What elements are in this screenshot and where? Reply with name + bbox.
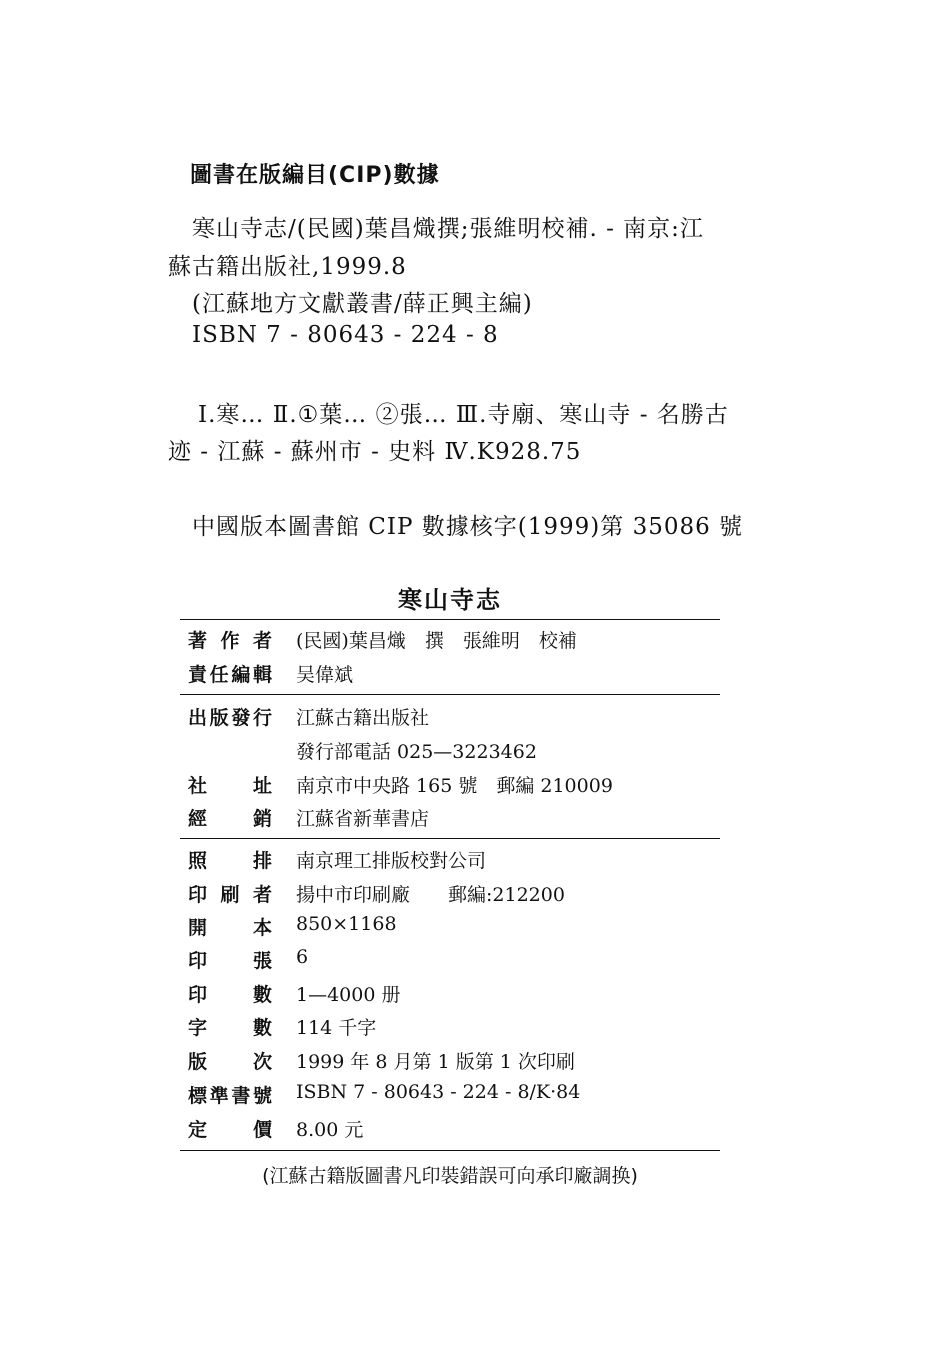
cip-line-2: 蘇古籍出版社,1999.8: [168, 254, 407, 280]
colophon-row-phone: [188, 737, 748, 767]
book-title: 寒山寺志: [398, 586, 502, 614]
colophon-row-word-count: [188, 1013, 748, 1043]
colophon-value: (民國)葉昌熾 撰 張維明 校補: [296, 630, 577, 652]
cip-line-3: (江蘇地方文獻叢書/薛正興主編): [192, 291, 533, 317]
colophon-value: 1999 年 8 月第 1 版第 1 次印刷: [296, 1051, 575, 1073]
cip-approval: 中國版本圖書館 CIP 數據核字(1999)第 35086 號: [192, 514, 744, 540]
colophon-row-isbn: [188, 1081, 748, 1111]
colophon-label: [188, 880, 272, 907]
colophon-label: [188, 946, 272, 973]
colophon-label: [188, 846, 272, 873]
colophon-label-char: 發: [231, 707, 251, 729]
colophon-label-char: 社: [188, 775, 208, 797]
colophon-value: 江蘇省新華書店: [296, 808, 430, 830]
colophon-label: [188, 1115, 272, 1142]
colophon-label-char: 版: [209, 707, 229, 729]
colophon-label-char: 出: [188, 707, 208, 729]
cip-isbn: ISBN 7 - 80643 - 224 - 8: [192, 322, 499, 348]
colophon-label-char: 排: [252, 850, 272, 872]
colophon-label-char: 銷: [252, 808, 272, 830]
footer-note: (江蘇古籍版圖書凡印裝錯誤可向承印廠調换): [262, 1165, 638, 1187]
colophon-label-char: 印: [188, 884, 208, 906]
colophon-label-char: 照: [188, 850, 208, 872]
divider: [180, 694, 720, 695]
colophon-row-editor: [188, 660, 748, 690]
colophon-label-char: 數: [252, 1017, 272, 1039]
cip-subject-2: 迹 - 江蘇 - 蘇州市 - 史料 Ⅳ.K928.75: [168, 439, 582, 465]
colophon-row-typesetting: [188, 846, 748, 876]
colophon-label-char: 刷: [220, 884, 240, 906]
colophon-row-sheets: [188, 946, 748, 976]
colophon-label: [188, 660, 272, 687]
colophon-label: [188, 771, 272, 798]
colophon-label-char: 版: [188, 1051, 208, 1073]
colophon-label-char: 定: [188, 1119, 208, 1141]
colophon-label-char: 價: [252, 1119, 272, 1141]
colophon-label-char: 任: [209, 664, 229, 686]
colophon-label-char: 經: [188, 808, 208, 830]
colophon-label-char: 標: [188, 1085, 208, 1107]
colophon-row-printer: [188, 880, 748, 910]
colophon-label-char: 印: [188, 984, 208, 1006]
colophon-value: 南京理工排版校對公司: [296, 850, 487, 872]
colophon-row-address: [188, 771, 748, 801]
colophon-label: [188, 1047, 272, 1074]
colophon-label-char: 作: [220, 630, 240, 652]
colophon-value: 揚中市印刷廠 郵編:212200: [296, 884, 565, 906]
divider-top: [180, 619, 720, 620]
colophon-label: [188, 1013, 272, 1040]
colophon-row-publisher: [188, 703, 748, 733]
colophon-value: 1—4000 册: [296, 984, 401, 1006]
colophon-row-format: [188, 913, 748, 943]
colophon-label-char: 準: [209, 1085, 229, 1107]
colophon-row-distributor: [188, 804, 748, 834]
colophon-label-char: 書: [231, 1085, 251, 1107]
colophon-value: 8.00 元: [296, 1119, 364, 1141]
colophon-label-char: 編: [231, 664, 251, 686]
colophon-value: ISBN 7 - 80643 - 224 - 8/K·84: [296, 1081, 581, 1103]
colophon-label-char: 著: [188, 630, 208, 652]
colophon-row-author: [188, 626, 748, 656]
colophon-value: 南京市中央路 165 號 郵編 210009: [296, 775, 613, 797]
colophon-value: 江蘇古籍出版社: [296, 707, 430, 729]
divider-bottom: [180, 1150, 720, 1151]
colophon-label-char: 者: [252, 884, 272, 906]
colophon-label-char: 印: [188, 950, 208, 972]
colophon-label: [188, 626, 272, 653]
colophon-label-char: 數: [252, 984, 272, 1006]
colophon-label-char: 址: [252, 775, 272, 797]
colophon-row-print-run: [188, 980, 748, 1010]
colophon-value: 114 千字: [296, 1017, 377, 1039]
colophon-label: [188, 1081, 272, 1108]
colophon-row-edition: [188, 1047, 748, 1077]
colophon-label-char: 字: [188, 1017, 208, 1039]
colophon-value: 發行部電話 025—3223462: [296, 741, 537, 763]
colophon-label: [188, 804, 272, 831]
colophon-label: [188, 703, 272, 730]
colophon-value: 850×1168: [296, 913, 397, 935]
colophon-value: 6: [296, 946, 309, 968]
colophon-value: 吴偉斌: [296, 664, 354, 686]
colophon-label-char: 號: [252, 1085, 272, 1107]
colophon-label-char: 輯: [252, 664, 272, 686]
colophon-label-char: 張: [252, 950, 272, 972]
cip-line-1: 寒山寺志/(民國)葉昌熾撰;張維明校補. - 南京:江: [192, 216, 704, 242]
colophon-row-price: [188, 1115, 748, 1145]
divider: [180, 838, 720, 839]
colophon-label: [188, 980, 272, 1007]
colophon-label-char: 責: [188, 664, 208, 686]
colophon-label: [188, 913, 272, 940]
colophon-label-char: 開: [188, 917, 208, 939]
cip-subject-1: Ⅰ.寒… Ⅱ.①葉… ②張… Ⅲ.寺廟、寒山寺 - 名勝古: [198, 402, 729, 428]
colophon-label-char: 行: [252, 707, 272, 729]
colophon-label-char: 次: [252, 1051, 272, 1073]
colophon-label-char: 者: [252, 630, 272, 652]
cip-heading: 圖書在版編目(CIP)數據: [190, 163, 440, 188]
colophon-label-char: 本: [252, 917, 272, 939]
